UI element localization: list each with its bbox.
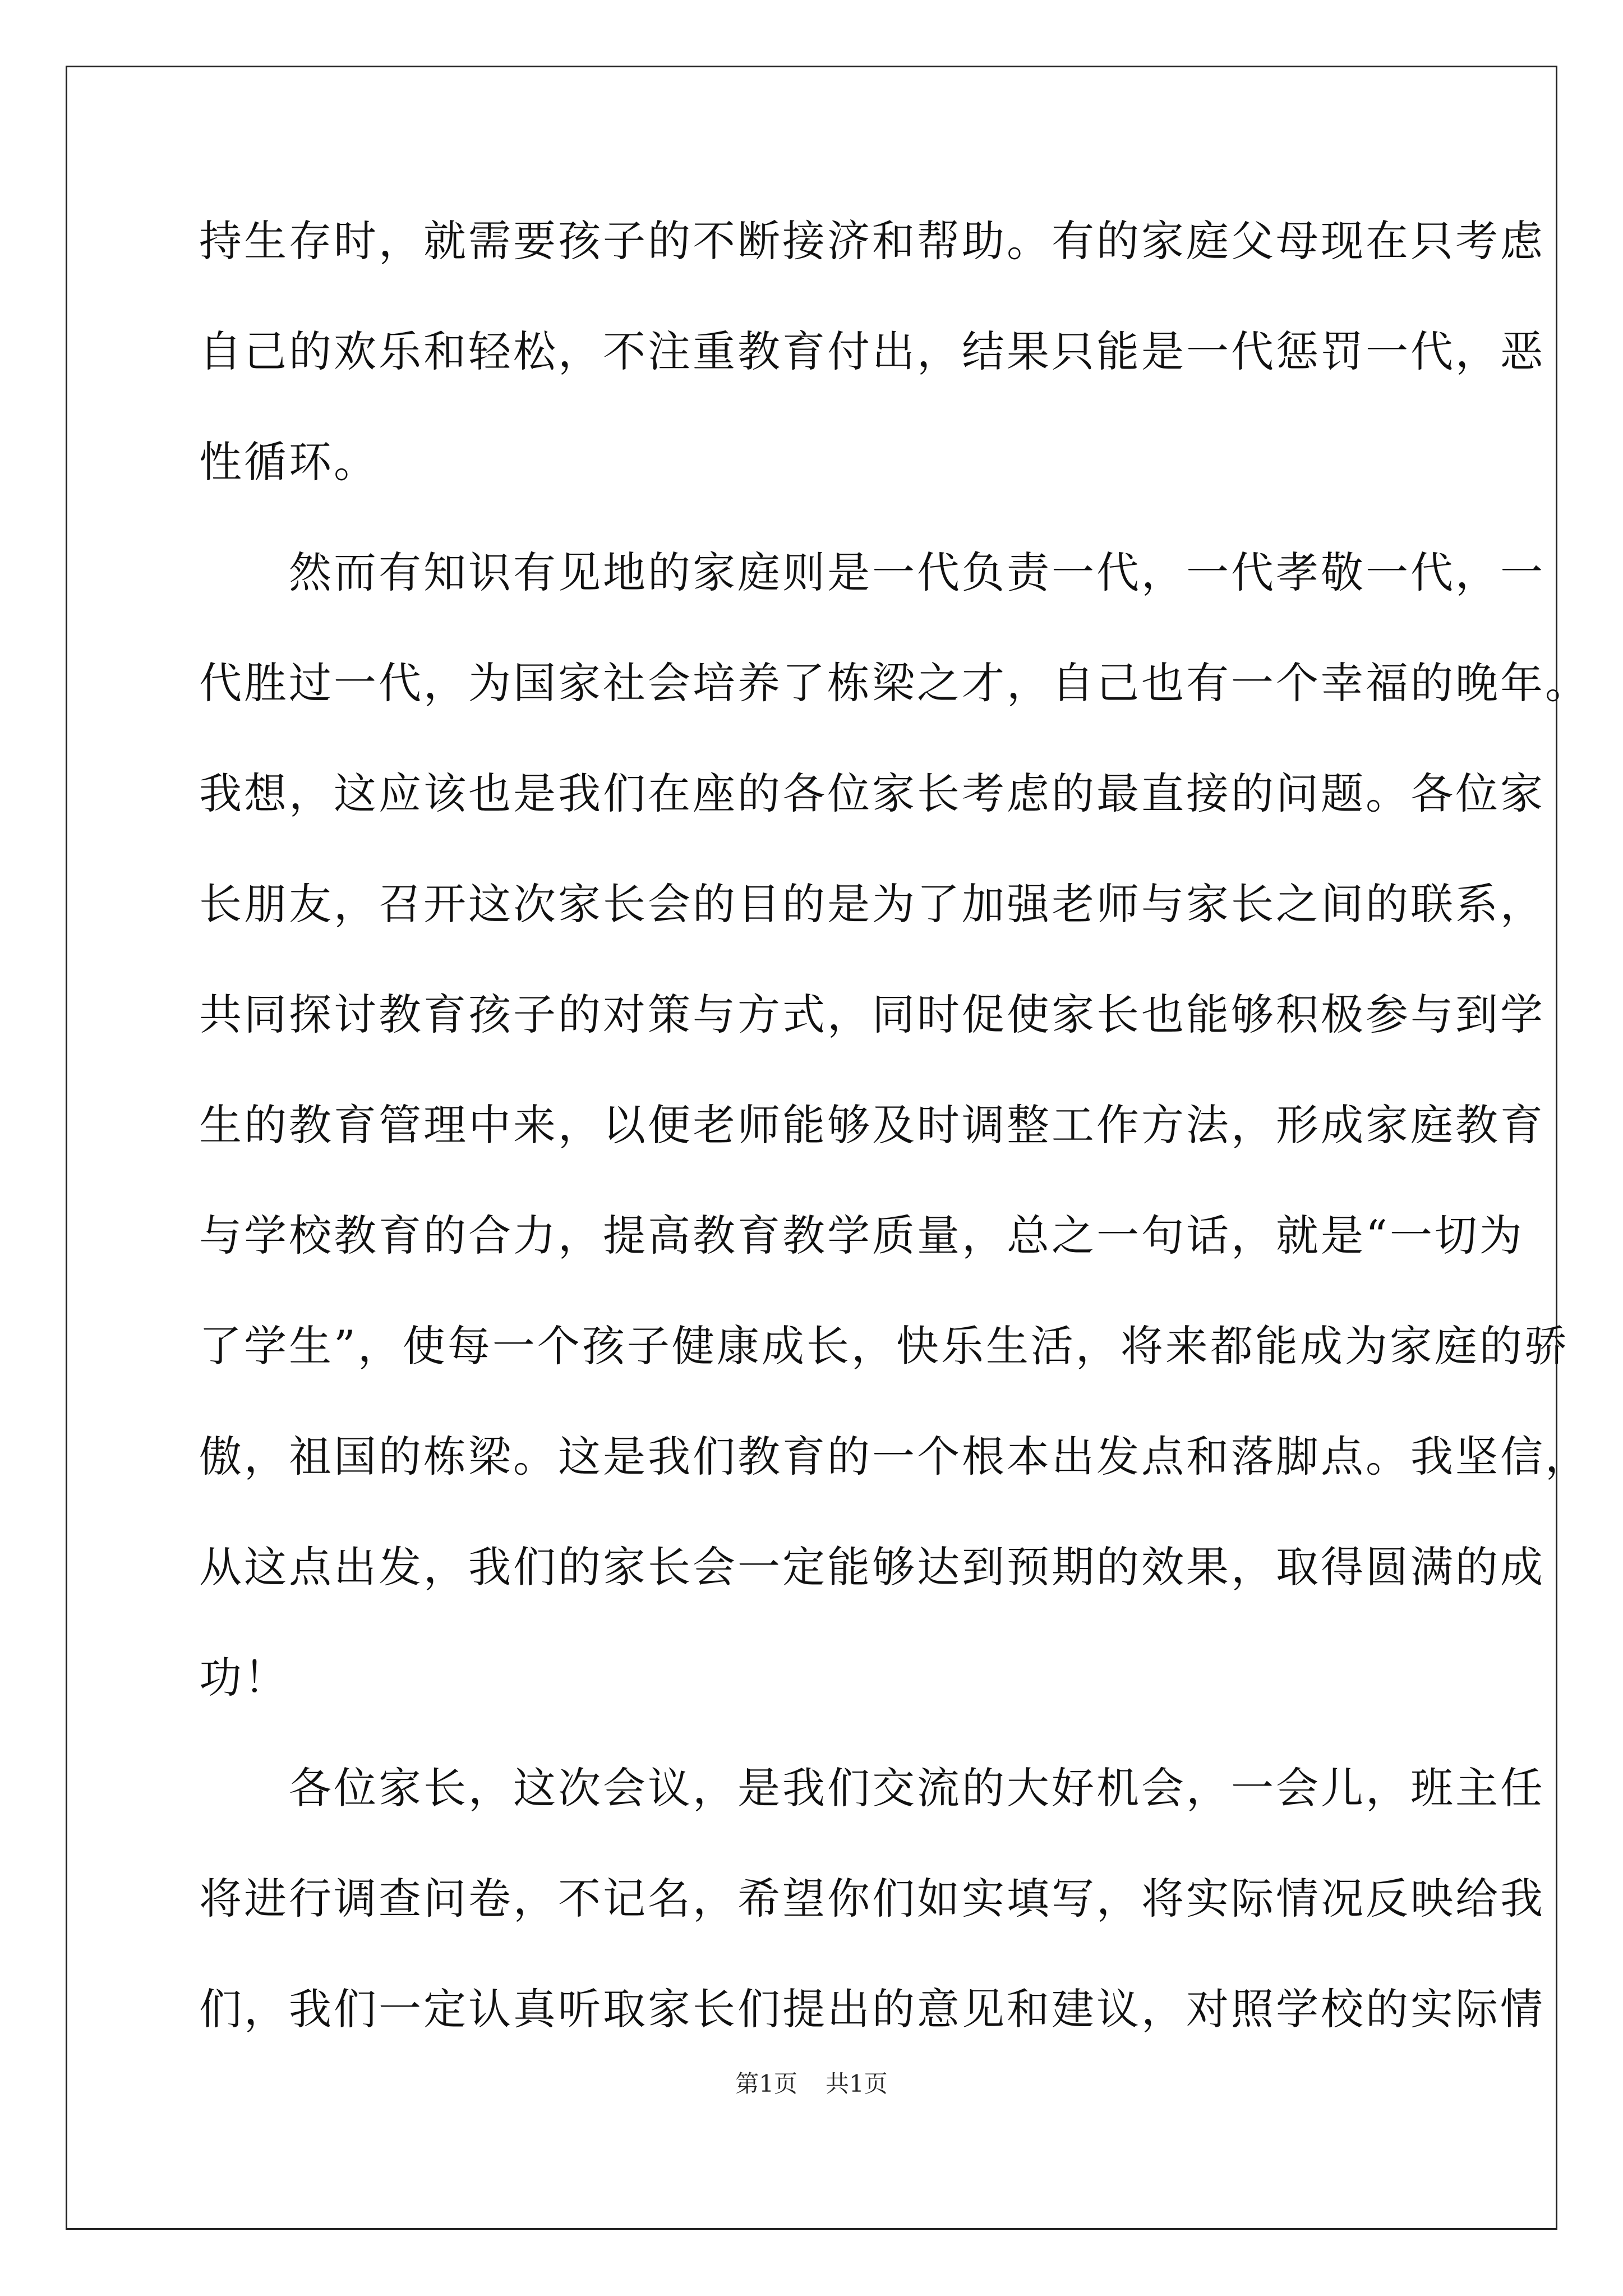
- text-line: 持生存时，就需要孩子的不断接济和帮助。有的家庭父母现在只考虑: [199, 216, 1545, 266]
- text-line: 然而有知识有见地的家庭则是一代负责一代，一代孝敬一代，一: [199, 547, 1545, 597]
- text-line: 生的教育管理中来，以便老师能够及时调整工作方法，形成家庭教育: [199, 1100, 1545, 1150]
- text-line: 长朋友，召开这次家长会的目的是为了加强老师与家长之间的联系，: [199, 879, 1545, 929]
- text-line: 性循环。: [199, 437, 379, 487]
- text-line: 共同探讨教育孩子的对策与方式，同时促使家长也能够积极参与到学: [199, 990, 1545, 1039]
- page-total: 共1页: [826, 2070, 888, 2097]
- document-body: [199, 213, 1590, 2092]
- text-line: 自己的欢乐和轻松，不注重教育付出，结果只能是一代惩罚一代，恶: [199, 326, 1545, 376]
- text-line: 与学校教育的合力，提高教育教学质量，总之一句话，就是“一切为: [199, 1211, 1524, 1260]
- text-line: 我想，这应该也是我们在座的各位家长考虑的最直接的问题。各位家: [199, 769, 1545, 818]
- page-number: 第1页: [735, 2070, 797, 2097]
- text-line: 功！: [199, 1653, 289, 1703]
- text-line: 各位家长，这次会议，是我们交流的大好机会，一会儿，班主任: [199, 1763, 1545, 1813]
- page-footer: [0, 2070, 1623, 2098]
- text-line: 们，我们一定认真听取家长们提出的意见和建议，对照学校的实际情: [199, 1984, 1545, 2034]
- text-line: 从这点出发，我们的家长会一定能够达到预期的效果，取得圆满的成: [199, 1542, 1545, 1592]
- text-line: 将进行调查问卷，不记名，希望你们如实填写，将实际情况反映给我: [199, 1874, 1545, 1924]
- text-line: 了学生”，使每一个孩子健康成长，快乐生活，将来都能成为家庭的骄: [199, 1321, 1569, 1371]
- text-line: 代胜过一代，为国家社会培养了栋梁之才，自己也有一个幸福的晚年。: [199, 658, 1590, 708]
- text-line: 傲，祖国的栋梁。这是我们教育的一个根本出发点和落脚点。我坚信，: [199, 1432, 1590, 1481]
